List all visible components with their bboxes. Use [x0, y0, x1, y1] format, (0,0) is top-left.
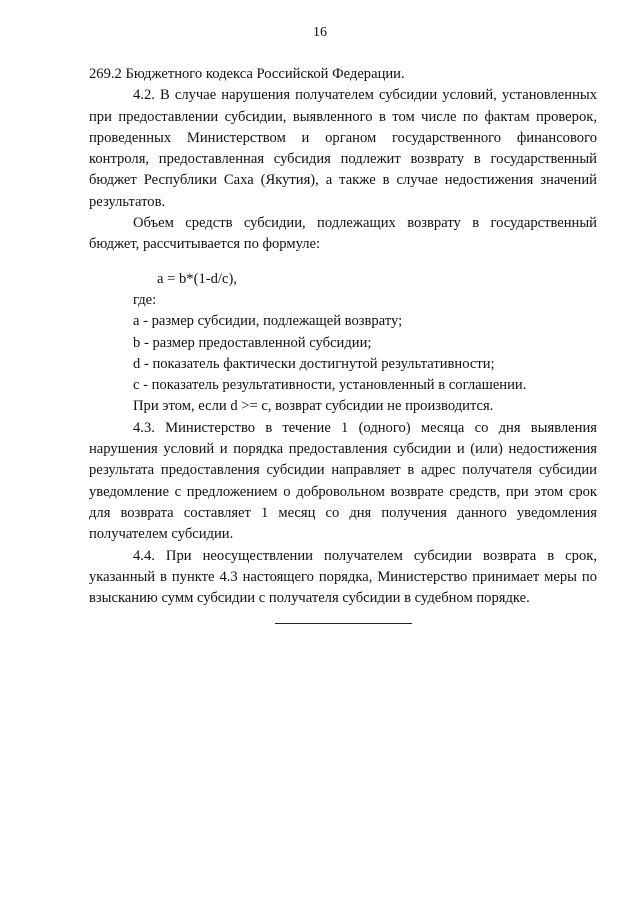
formula-definition-b: b - размер предоставленной субсидии; — [133, 334, 372, 351]
page-number: 16 — [313, 25, 327, 40]
paragraph-budget-code-reference: 269.2 Бюджетного кодекса Российской Федерации. — [89, 66, 405, 82]
end-of-document-rule — [275, 623, 412, 624]
paragraph-4-2: 4.2. В случае нарушения получателем субсидии условий, установленных при предоставлении субсидии, выявленного в том числе по фактам проверок, проведенных Министерством и органом государственного финансового контроля, предоставленная субсидия подлежит возврату в государственный бюджет Республики Саха (Якутия), а также в случае недостижения значений результатов. — [89, 87, 597, 210]
formula-where-label: где: — [133, 291, 157, 308]
refund-formula: a = b*(1-d/c), — [157, 270, 237, 287]
paragraph-4-3: 4.3. Министерство в течение 1 (одного) месяца со дня выявления нарушения условий и порядка предоставления субсидии и (или) недостижения результата предоставления субсидии направляет в адрес получателя субсидии уведомление с предложением о добровольном возврате средств, при этом срок для возврата составляет 1 месяц со дня получения данного уведомления получателем субсидии. — [89, 419, 597, 543]
document-body — [89, 64, 597, 609]
paragraph-4-4: 4.4. При неосуществлении получателем субсидии возврата в срок, указанный в пункте 4.3 настоящего порядка, Министерство принимает меры по взысканию сумм субсидии с получателя субсидии в судебном порядке. — [89, 547, 597, 607]
refund-condition: При этом, если d >= c, возврат субсидии не производится. — [133, 398, 494, 415]
formula-definition-a: a - размер субсидии, подлежащей возврату; — [133, 313, 403, 330]
formula-definition-c: c - показатель результативности, установленный в соглашении. — [133, 377, 527, 394]
formula-definition-d: d - показатель фактически достигнутой результативности; — [133, 355, 495, 372]
paragraph-refund-volume: Объем средств субсидии, подлежащих возврату в государственный бюджет, рассчитывается по формуле: — [89, 215, 597, 253]
